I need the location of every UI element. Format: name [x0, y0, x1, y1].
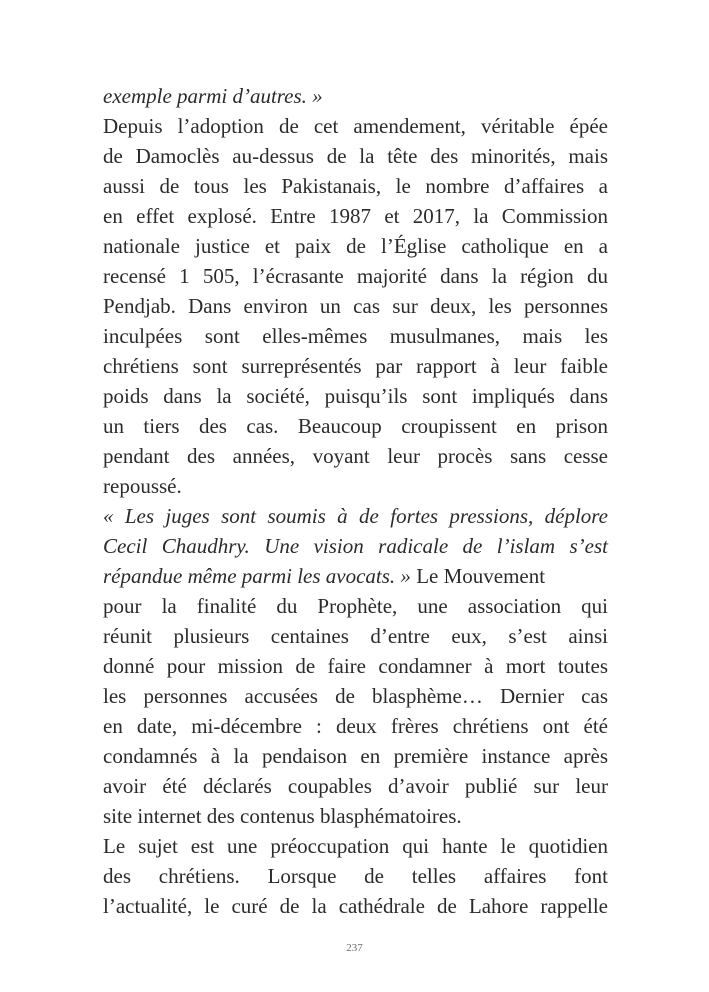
page-number: 237 [346, 942, 363, 954]
text-line: en effet explosé. Entre 1987 et 2017, la Commission [103, 204, 608, 228]
text-line: des chrétiens. Lorsque de telles affaires font [103, 864, 608, 888]
text-line: les personnes accusées de blasphème… Dernier cas [103, 684, 608, 708]
text-line: Pendjab. Dans environ un cas sur deux, les personnes [103, 294, 608, 318]
text-line-quote-end: exemple parmi d’autres. » [103, 84, 323, 108]
quote-line: « Les juges sont soumis à de fortes pressions, déplore [103, 504, 608, 528]
text-line: chrétiens sont surreprésentés par rapport à leur faible [103, 354, 608, 378]
text-line: recensé 1 505, l’écrasante majorité dans la région du [103, 264, 608, 288]
text-line: donné pour mission de faire condamner à mort toutes [103, 654, 608, 678]
text-line: aussi de tous les Pakistanais, le nombre d’affaires a [103, 174, 608, 198]
text-line: de Damoclès au-dessus de la tête des minorités, mais [103, 144, 608, 168]
mixed-line [103, 561, 608, 591]
text-line: réunit plusieurs centaines d’entre eux, s’est ainsi [103, 624, 608, 648]
text-line: pour la finalité du Prophète, une association qui [103, 594, 608, 618]
text-line: pendant des années, voyant leur procès sans cesse [103, 444, 608, 468]
text-line: poids dans la société, puisqu’ils sont impliqués dans [103, 384, 608, 408]
text-segment: Le Mouvement [410, 564, 546, 588]
text-line: Le sujet est une préoccupation qui hante le quotidien [103, 834, 608, 858]
text-line: nationale justice et paix de l’Église catholique en a [103, 234, 608, 258]
text-line: condamnés à la pendaison en première instance après [103, 744, 608, 768]
text-line: un tiers des cas. Beaucoup croupissent en prison [103, 414, 608, 438]
quote-segment: répandue même parmi les avocats. » [103, 564, 411, 588]
text-line: en date, mi-décembre : deux frères chrétiens ont été [103, 714, 608, 738]
text-line: site internet des contenus blasphématoires. [103, 804, 462, 828]
text-line: Depuis l’adoption de cet amendement, véritable épée [103, 114, 608, 138]
text-line: avoir été déclarés coupables d’avoir publié sur leur [103, 774, 608, 798]
quote-line: Cecil Chaudhry. Une vision radicale de l’islam s’est [103, 534, 608, 558]
text-line: l’actualité, le curé de la cathédrale de Lahore rappelle [103, 894, 608, 918]
text-line: repoussé. [103, 474, 182, 498]
text-line: inculpées sont elles-mêmes musulmanes, mais les [103, 324, 608, 348]
body-text [103, 81, 608, 921]
